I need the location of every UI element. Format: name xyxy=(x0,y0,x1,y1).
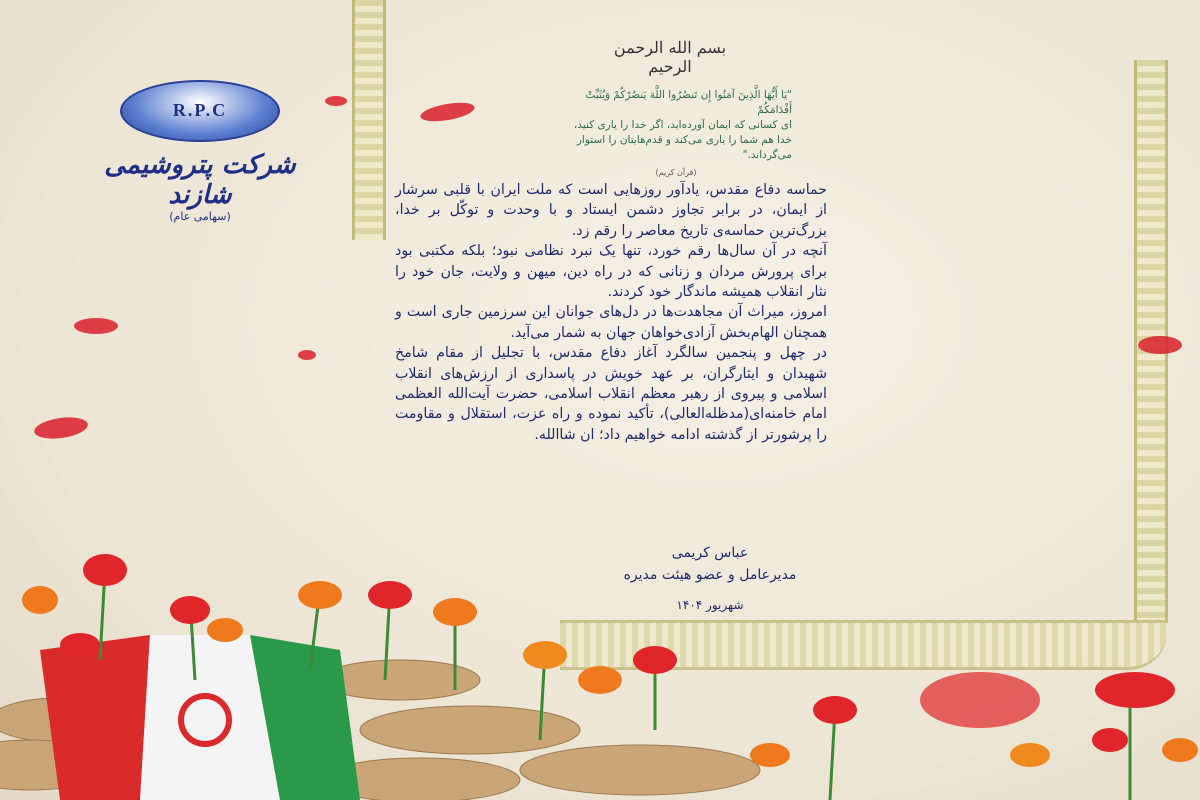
company-type: (سهامی عام) xyxy=(169,210,231,223)
company-name: شرکت پتروشیمی شازند xyxy=(104,150,296,210)
rose-petal xyxy=(74,318,118,334)
paragraph: در چهل و پنجمین سالگرد آغاز دفاع مقدس، با تجلیل از مقام شامخ شهیدان و ایثارگران، بر عهد خویش در پاسداری از ارزش‌های انقلاب اسلامی و پیروی از رهبر معظم انقلاب اسلامی، حضرت آیت‌الله العظمی امام خامنه‌ای(مدظله‌العالی)، تأکید نموده و راه عزت، استقلال و مقاومت را پرشورتر از گذشته ادامه خواهیم داد؛ ان شاالله. xyxy=(395,345,827,443)
signer-title: مدیرعامل و عضو هیئت مدیره xyxy=(623,567,797,583)
ornamental-frame-left xyxy=(352,0,386,240)
paragraph: حماسه دفاع مقدس، یادآور روزهایی است که ملت ایران با قلبی سرشار از ایمان، در برابر تجاوز دشمن ایستاد و با وحدت و توکّل بر خدا، بزرگ‌ترین حماسه‌ی تاریخ معاصر را رقم زد. xyxy=(395,182,827,239)
verse-source: (قرآن کریم) xyxy=(655,168,697,177)
message-date: شهریور ۱۴۰۴ xyxy=(676,598,744,612)
rose-petal xyxy=(298,350,316,360)
rose-petal xyxy=(325,96,347,106)
quran-verse xyxy=(560,88,792,180)
logo-emblem xyxy=(120,80,280,142)
message-body xyxy=(395,180,827,445)
verse-translation: ای کسانی که ایمان آورده‌اید، اگر خدا را یاری کنید، خدا هم شما را یاری می‌کند و قدم‌هایتان را استوار می‌گرداند." xyxy=(573,119,792,161)
paragraph: امروز، میراث آن مجاهدت‌ها در دل‌های جوانان این سرزمین جاری است و همچنان الهام‌بخش آزادی‌خواهان جهان به شمار می‌آید. xyxy=(395,304,827,341)
rose-petal xyxy=(1138,336,1182,354)
bismillah: بسم الله الرحمن الرحیم xyxy=(613,38,727,76)
signer-name: عباس کریمی xyxy=(671,545,749,561)
verse-arabic: "يَا أَيُّهَا الَّذِينَ آمَنُوا إِن تَنصُرُوا اللَّهَ يَنصُرْكُمْ وَيُثَبِّتْ أَقْدَامَكُمْ xyxy=(585,89,792,116)
tulips-and-flag-illustration xyxy=(0,540,1200,800)
logo-emblem-text: R.P.C xyxy=(172,100,228,120)
paragraph: آنچه در آن سال‌ها رقم خورد، تنها یک نبرد نظامی نبود؛ بلکه مکتبی بود برای پرورش مردان و زنانی که در راه دین، میهن و ولایت، جان خود را نثار انقلاب همیشه ماندگار خود کردند. xyxy=(395,243,827,301)
company-logo xyxy=(80,80,320,223)
